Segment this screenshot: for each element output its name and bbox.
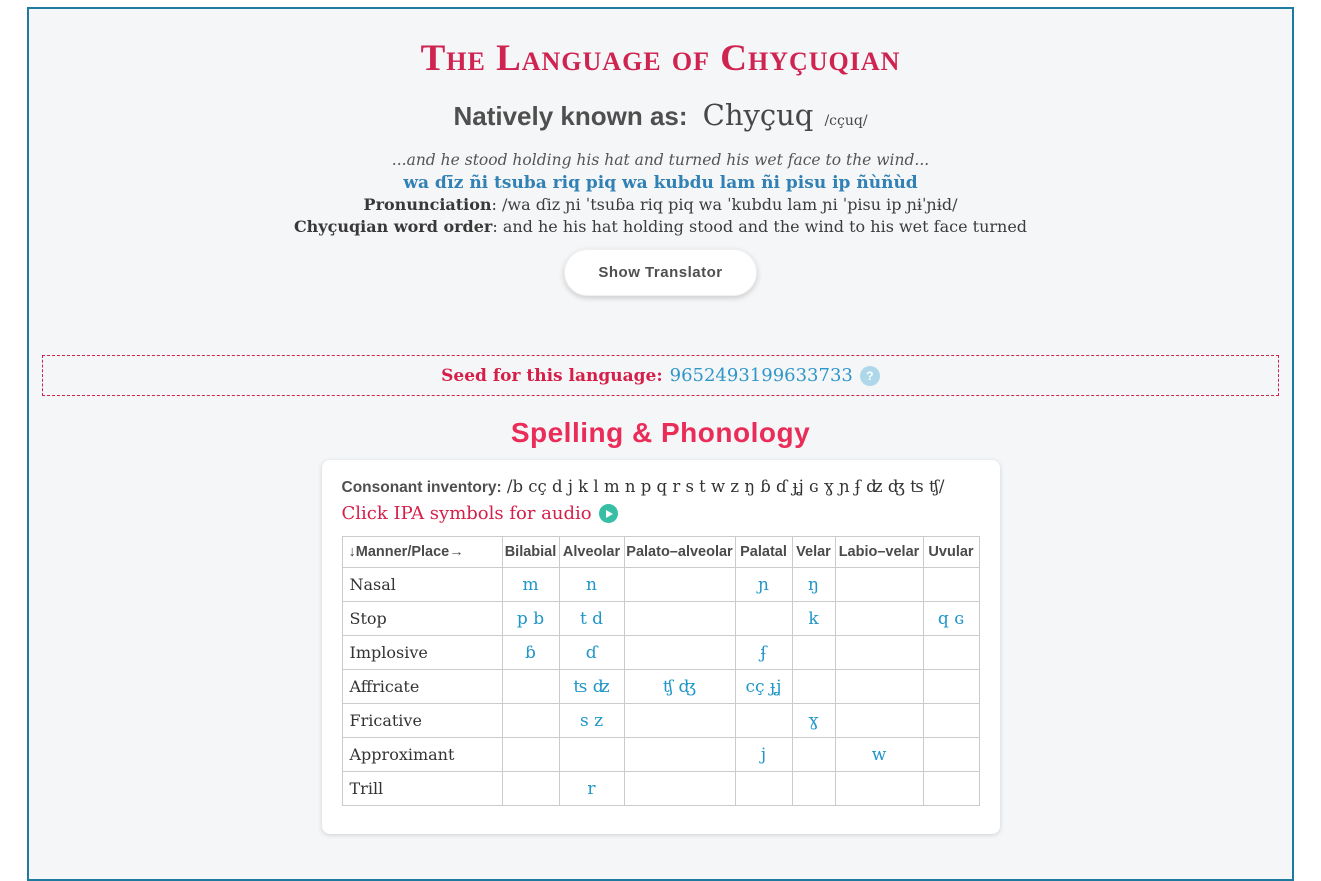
ipa-cell: [835, 738, 923, 772]
pronunciation-value: : /wa ɗiz ɲi ˈtsuɓa riq piq wa ˈkubdu lam ɲi ˈpisu ip ɲɨˈɲɨd/: [491, 195, 958, 214]
ipa-symbol[interactable]: ɲ: [758, 574, 769, 595]
ipa-cell: [835, 636, 923, 670]
place-header: Uvular: [923, 537, 979, 568]
ipa-cell: [735, 602, 792, 636]
table-row: [342, 602, 979, 636]
ipa-symbol[interactable]: t d: [579, 608, 604, 629]
consonant-table: [342, 536, 980, 806]
ipa-cell: [559, 704, 624, 738]
manner-label: Affricate: [342, 670, 502, 704]
manner-label: Approximant: [342, 738, 502, 772]
place-header: Palato–alveolar: [624, 537, 735, 568]
ipa-cell: [923, 738, 979, 772]
ipa-cell: [624, 602, 735, 636]
ipa-cell: [559, 738, 624, 772]
ipa-cell: [502, 568, 559, 602]
manner-label: Trill: [342, 772, 502, 806]
page-frame: [27, 7, 1294, 881]
seed-label: Seed for this language:: [441, 365, 663, 386]
place-header: Bilabial: [502, 537, 559, 568]
ipa-symbol[interactable]: ŋ: [808, 574, 819, 595]
ipa-cell: [792, 670, 835, 704]
ipa-cell: [735, 772, 792, 806]
phonology-card: [322, 460, 1000, 834]
ipa-cell: [624, 738, 735, 772]
ipa-cell: [735, 738, 792, 772]
sample-sentence-english: ...and he stood holding his hat and turned his wet face to the wind...: [391, 151, 930, 169]
ipa-audio-line: [342, 503, 980, 524]
ipa-cell: [835, 772, 923, 806]
ipa-symbol[interactable]: s z: [579, 710, 604, 731]
table-row: [342, 738, 979, 772]
manner-label: Implosive: [342, 636, 502, 670]
manner-place-header: ↓Manner/Place→: [342, 537, 502, 568]
table-row: [342, 704, 979, 738]
native-name-ipa: /cçuq/: [824, 113, 868, 129]
place-header: Alveolar: [559, 537, 624, 568]
ipa-symbol[interactable]: ʄ: [760, 642, 767, 663]
seed-box: [42, 355, 1279, 396]
ipa-cell: [735, 636, 792, 670]
ipa-cell: [792, 636, 835, 670]
ipa-cell: [923, 704, 979, 738]
place-header: Labio–velar: [835, 537, 923, 568]
ipa-cell: [502, 636, 559, 670]
ipa-cell: [923, 636, 979, 670]
question-circle-icon[interactable]: ?: [860, 366, 880, 386]
ipa-audio-link[interactable]: Click IPA symbols for audio: [341, 503, 592, 524]
ipa-cell: [559, 670, 624, 704]
ipa-symbol[interactable]: n: [586, 574, 597, 595]
ipa-cell: [792, 568, 835, 602]
ipa-cell: [624, 568, 735, 602]
table-row: [342, 772, 979, 806]
manner-label: Fricative: [342, 704, 502, 738]
ipa-cell: [502, 772, 559, 806]
ipa-cell: [923, 772, 979, 806]
ipa-symbol[interactable]: q ɢ: [937, 608, 965, 629]
ipa-cell: [792, 602, 835, 636]
table-row: [342, 636, 979, 670]
ipa-symbol[interactable]: ɣ: [808, 710, 819, 731]
ipa-symbol[interactable]: ɗ: [585, 642, 598, 663]
ipa-symbol[interactable]: j: [760, 744, 767, 765]
ipa-cell: [735, 704, 792, 738]
ipa-cell: [735, 568, 792, 602]
ipa-cell: [624, 670, 735, 704]
ipa-cell: [923, 670, 979, 704]
ipa-symbol[interactable]: p b: [516, 608, 545, 629]
word-order-label: Chyçuqian word order: [293, 216, 493, 236]
ipa-symbol[interactable]: ʦ ʣ: [573, 676, 610, 697]
ipa-symbol[interactable]: w: [871, 744, 887, 765]
ipa-symbol[interactable]: cç ɟʝ: [745, 676, 782, 697]
ipa-cell: [624, 772, 735, 806]
sample-sentence-conlang: wa ɗīz ñi tsuba riq piq wa kubdu lam ñi pisu ip ñùñùd: [403, 173, 918, 193]
place-header: Velar: [792, 537, 835, 568]
show-translator-button[interactable]: Show Translator: [564, 249, 756, 296]
ipa-cell: [502, 670, 559, 704]
ipa-cell: [923, 602, 979, 636]
ipa-cell: [792, 772, 835, 806]
natively-known-label: Natively known as:: [453, 101, 688, 131]
word-order-value: : and he his hat holding stood and the wind to his wet face turned: [492, 216, 1028, 236]
ipa-symbol[interactable]: k: [808, 608, 819, 629]
ipa-symbol[interactable]: m: [522, 574, 539, 595]
table-header-row: [342, 537, 979, 568]
ipa-cell: [624, 704, 735, 738]
table-row: [342, 670, 979, 704]
manner-label: Nasal: [342, 568, 502, 602]
spelling-phonology-heading: Spelling & Phonology: [510, 417, 811, 448]
ipa-cell: [923, 568, 979, 602]
native-name: Chyçuq: [702, 98, 814, 132]
ipa-cell: [792, 738, 835, 772]
manner-label: Stop: [342, 602, 502, 636]
ipa-cell: [792, 704, 835, 738]
ipa-cell: [624, 636, 735, 670]
ipa-symbol[interactable]: ʧ ʤ: [662, 676, 697, 697]
pronunciation-line: [29, 194, 1292, 216]
ipa-cell: [559, 602, 624, 636]
consonant-inventory-label: Consonant inventory:: [341, 479, 502, 496]
place-header: Palatal: [735, 537, 792, 568]
ipa-cell: [735, 670, 792, 704]
ipa-symbol[interactable]: r: [587, 778, 596, 799]
ipa-cell: [502, 704, 559, 738]
ipa-cell: [835, 704, 923, 738]
consonant-inventory-line: [342, 477, 980, 497]
ipa-cell: [502, 602, 559, 636]
ipa-symbol[interactable]: ɓ: [525, 642, 536, 663]
play-circle-icon[interactable]: [599, 504, 618, 523]
ipa-cell: [559, 568, 624, 602]
table-row: [342, 568, 979, 602]
ipa-cell: [559, 772, 624, 806]
native-name-line: [29, 95, 1292, 141]
ipa-cell: [502, 738, 559, 772]
ipa-cell: [559, 636, 624, 670]
ipa-cell: [835, 602, 923, 636]
ipa-cell: [835, 670, 923, 704]
seed-value: 9652493199633733: [669, 365, 853, 386]
ipa-cell: [835, 568, 923, 602]
page-title: The Language of Chyçuqian: [420, 38, 901, 79]
consonant-inventory-list[interactable]: /b cç d j k l m n p q r s t w z ŋ ɓ ɗ ɟʝ ɢ ɣ ɲ ʄ ʣ ʤ ʦ ʧ/: [501, 477, 945, 496]
pronunciation-label: Pronunciation: [363, 195, 492, 214]
word-order-line: [29, 216, 1292, 238]
